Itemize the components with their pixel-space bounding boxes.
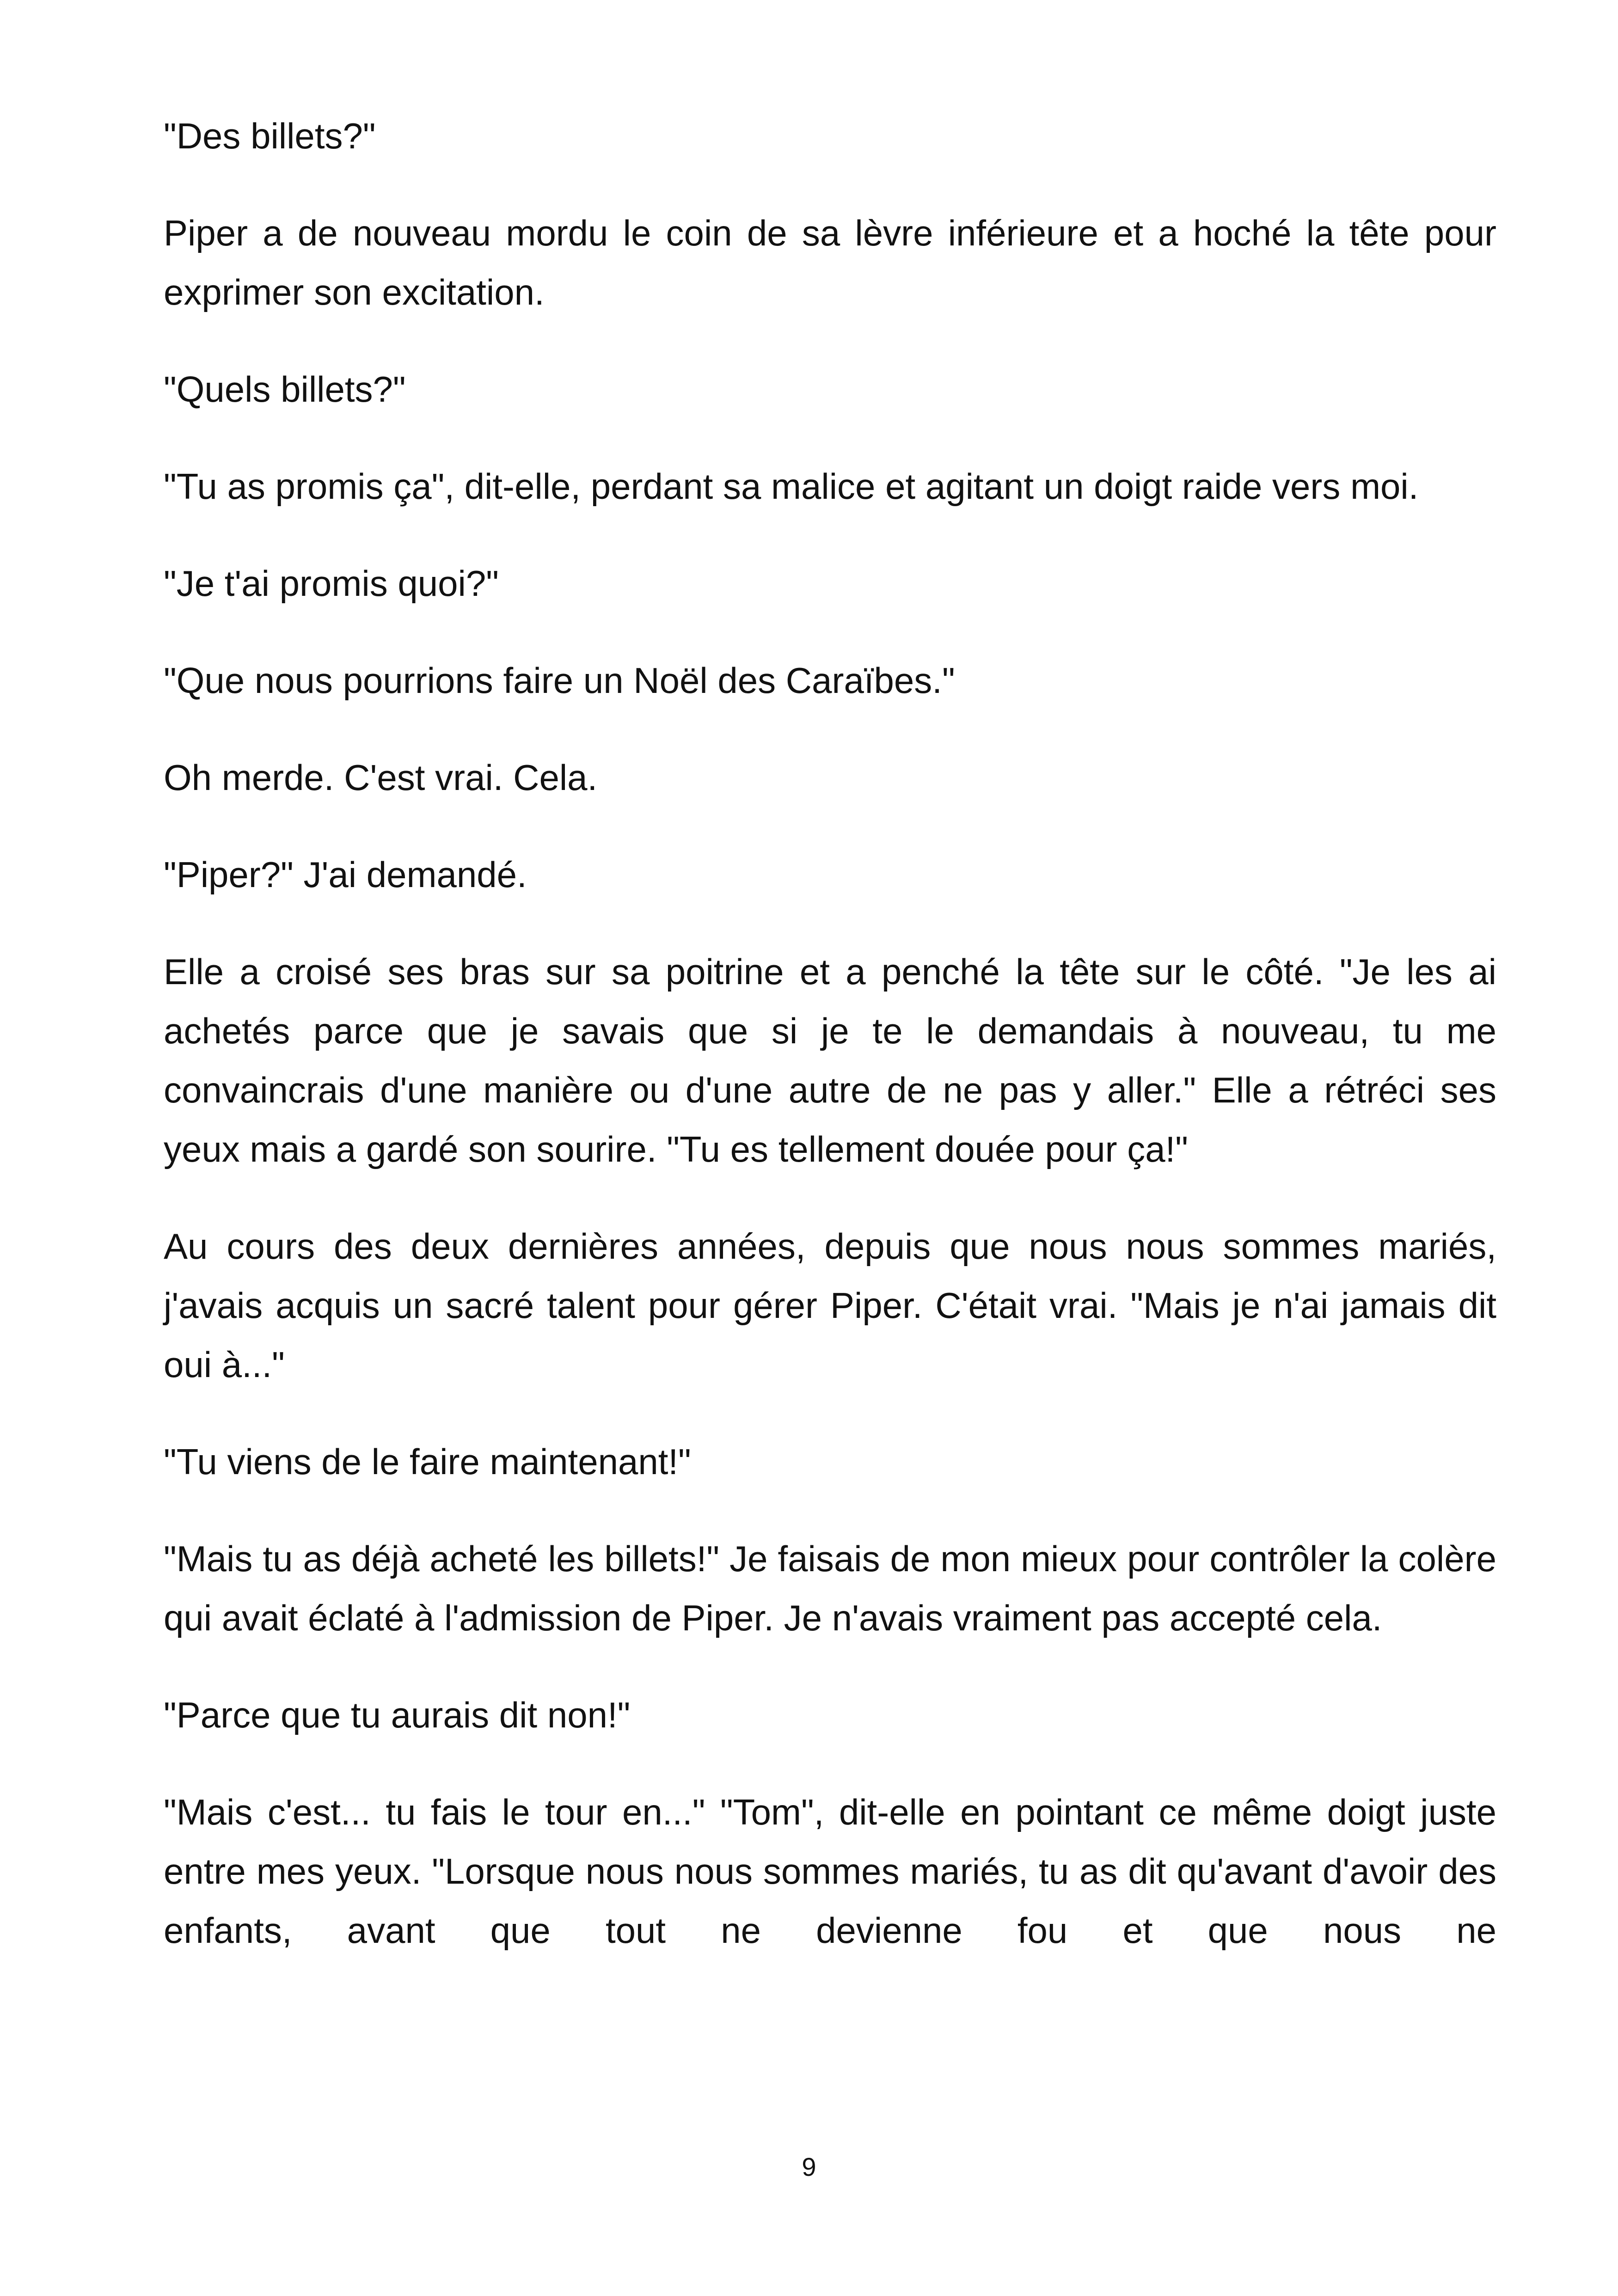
paragraph-8: "Piper?" J'ai demandé.: [164, 854, 527, 895]
paragraph-4: "Tu as promis ça", dit-elle, perdant sa malice et agitant un doigt raide vers moi.: [164, 466, 1419, 507]
paragraph-14: "Mais c'est... tu fais le tour en..." "Tom", dit-elle en pointant ce même doigt juste entre mes yeux. "Lorsque nous nous sommes mariés, tu as dit qu'avant d'avoir des enfants, avant que tout ne devienne fou et que nous ne: [164, 1792, 1496, 1951]
paragraph-6: "Que nous pourrions faire un Noël des Caraïbes.": [164, 660, 955, 701]
paragraph-10: Au cours des deux dernières années, depuis que nous nous sommes mariés, j'avais acquis un sacré talent pour gérer Piper. C'était vrai. "Mais je n'ai jamais dit oui à...": [164, 1226, 1496, 1385]
page-body: [164, 106, 1496, 1960]
paragraph-9: Elle a croisé ses bras sur sa poitrine et a penché la tête sur le côté. "Je les ai achetés parce que je savais que si je te le demandais à nouveau, tu me convaincrais d'une manière ou d'une autre de ne pas y aller." Elle a rétréci ses yeux mais a gardé son sourire. "Tu es tellement douée pour ça!": [164, 951, 1496, 1169]
paragraph-7: Oh merde. C'est vrai. Cela.: [164, 757, 598, 798]
paragraph-12: "Mais tu as déjà acheté les billets!" Je faisais de mon mieux pour contrôler la colère qui avait éclaté à l'admission de Piper. Je n'avais vraiment pas accepté cela.: [164, 1538, 1496, 1638]
paragraph-5: "Je t'ai promis quoi?": [164, 563, 499, 604]
paragraph-3: "Quels billets?": [164, 369, 406, 410]
paragraph-2: Piper a de nouveau mordu le coin de sa lèvre inférieure et a hoché la tête pour exprimer son excitation.: [164, 213, 1496, 312]
paragraph-1: "Des billets?": [164, 116, 376, 156]
page-number: 9: [802, 2152, 816, 2181]
paragraph-13: "Parce que tu aurais dit non!": [164, 1695, 631, 1735]
paragraph-11: "Tu viens de le faire maintenant!": [164, 1441, 691, 1482]
